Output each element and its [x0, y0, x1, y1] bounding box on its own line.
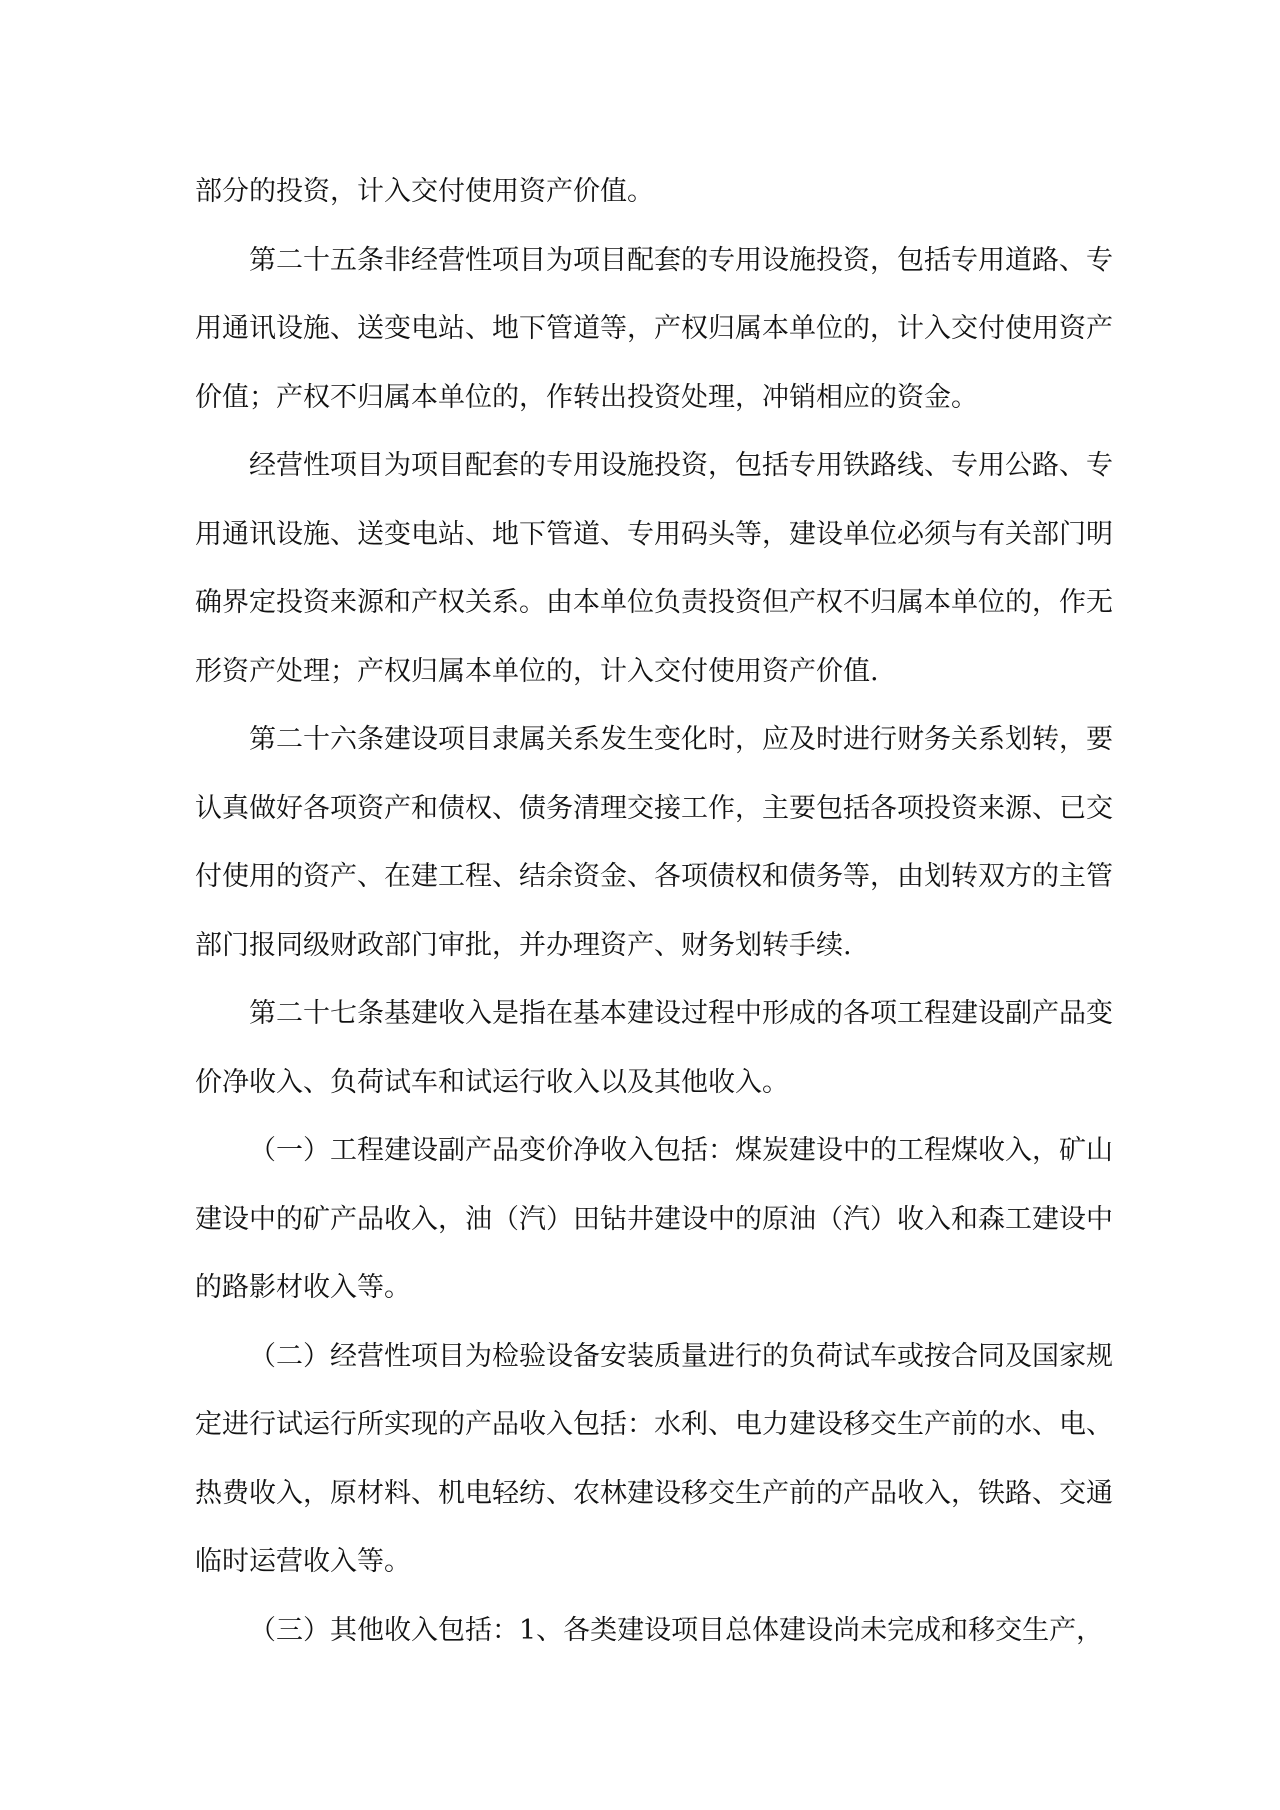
text-line: 建设中的矿产品收入，油（汽）田钻井建设中的原油（汽）收入和森工建设中 [195, 1203, 1113, 1235]
text-line: 热费收入，原材料、机电轻纺、农林建设移交生产前的产品收入，铁路、交通 [195, 1477, 1113, 1509]
text-line: 付使用的资产、在建工程、结余资金、各项债权和债务等，由划转双方的主管 [195, 861, 1113, 892]
text-line: （一）工程建设副产品变价净收入包括：煤炭建设中的工程煤收入，矿山 [249, 1135, 1113, 1166]
text-line: 的路影材收入等。 [195, 1272, 411, 1303]
text-line: 价净收入、负荷试车和试运行收入以及其他收入。 [195, 1066, 789, 1098]
document-page [195, 158, 1113, 1665]
text-line: （三）其他收入包括：1、各类建设项目总体建设尚未完成和移交生产， [249, 1614, 1104, 1646]
text-line: 确界定投资来源和产权关系。由本单位负责投资但产权不归属本单位的，作无 [195, 587, 1113, 618]
text-line: 经营性项目为项目配套的专用设施投资，包括专用铁路线、专用公路、专 [249, 450, 1113, 481]
text-line: 部分的投资，计入交付使用资产价值。 [195, 176, 654, 207]
text-line: 价值；产权不归属本单位的，作转出投资处理，冲销相应的资金。 [195, 381, 978, 413]
text-line: 临时运营收入等。 [195, 1546, 411, 1577]
text-line: 第二十七条基建收入是指在基本建设过程中形成的各项工程建设副产品变 [249, 998, 1113, 1029]
text-line: 部门报同级财政部门审批，并办理资产、财务划转手续. [195, 929, 852, 961]
text-line: 用通讯设施、送变电站、地下管道等，产权归属本单位的，计入交付使用资产 [195, 313, 1113, 344]
text-line: 形资产处理；产权归属本单位的，计入交付使用资产价值. [195, 655, 879, 687]
text-line: （二）经营性项目为检验设备安装质量进行的负荷试车或按合同及国家规 [249, 1340, 1113, 1372]
text-line: 定进行试运行所实现的产品收入包括：水利、电力建设移交生产前的水、电、 [195, 1409, 1113, 1440]
text-line: 认真做好各项资产和债权、债务清理交接工作，主要包括各项投资来源、已交 [195, 792, 1113, 824]
text-line: 第二十五条非经营性项目为项目配套的专用设施投资，包括专用道路、专 [249, 244, 1113, 276]
text-line: 第二十六条建设项目隶属关系发生变化时，应及时进行财务关系划转，要 [249, 724, 1113, 755]
text-line: 用通讯设施、送变电站、地下管道、专用码头等，建设单位必须与有关部门明 [195, 518, 1113, 550]
